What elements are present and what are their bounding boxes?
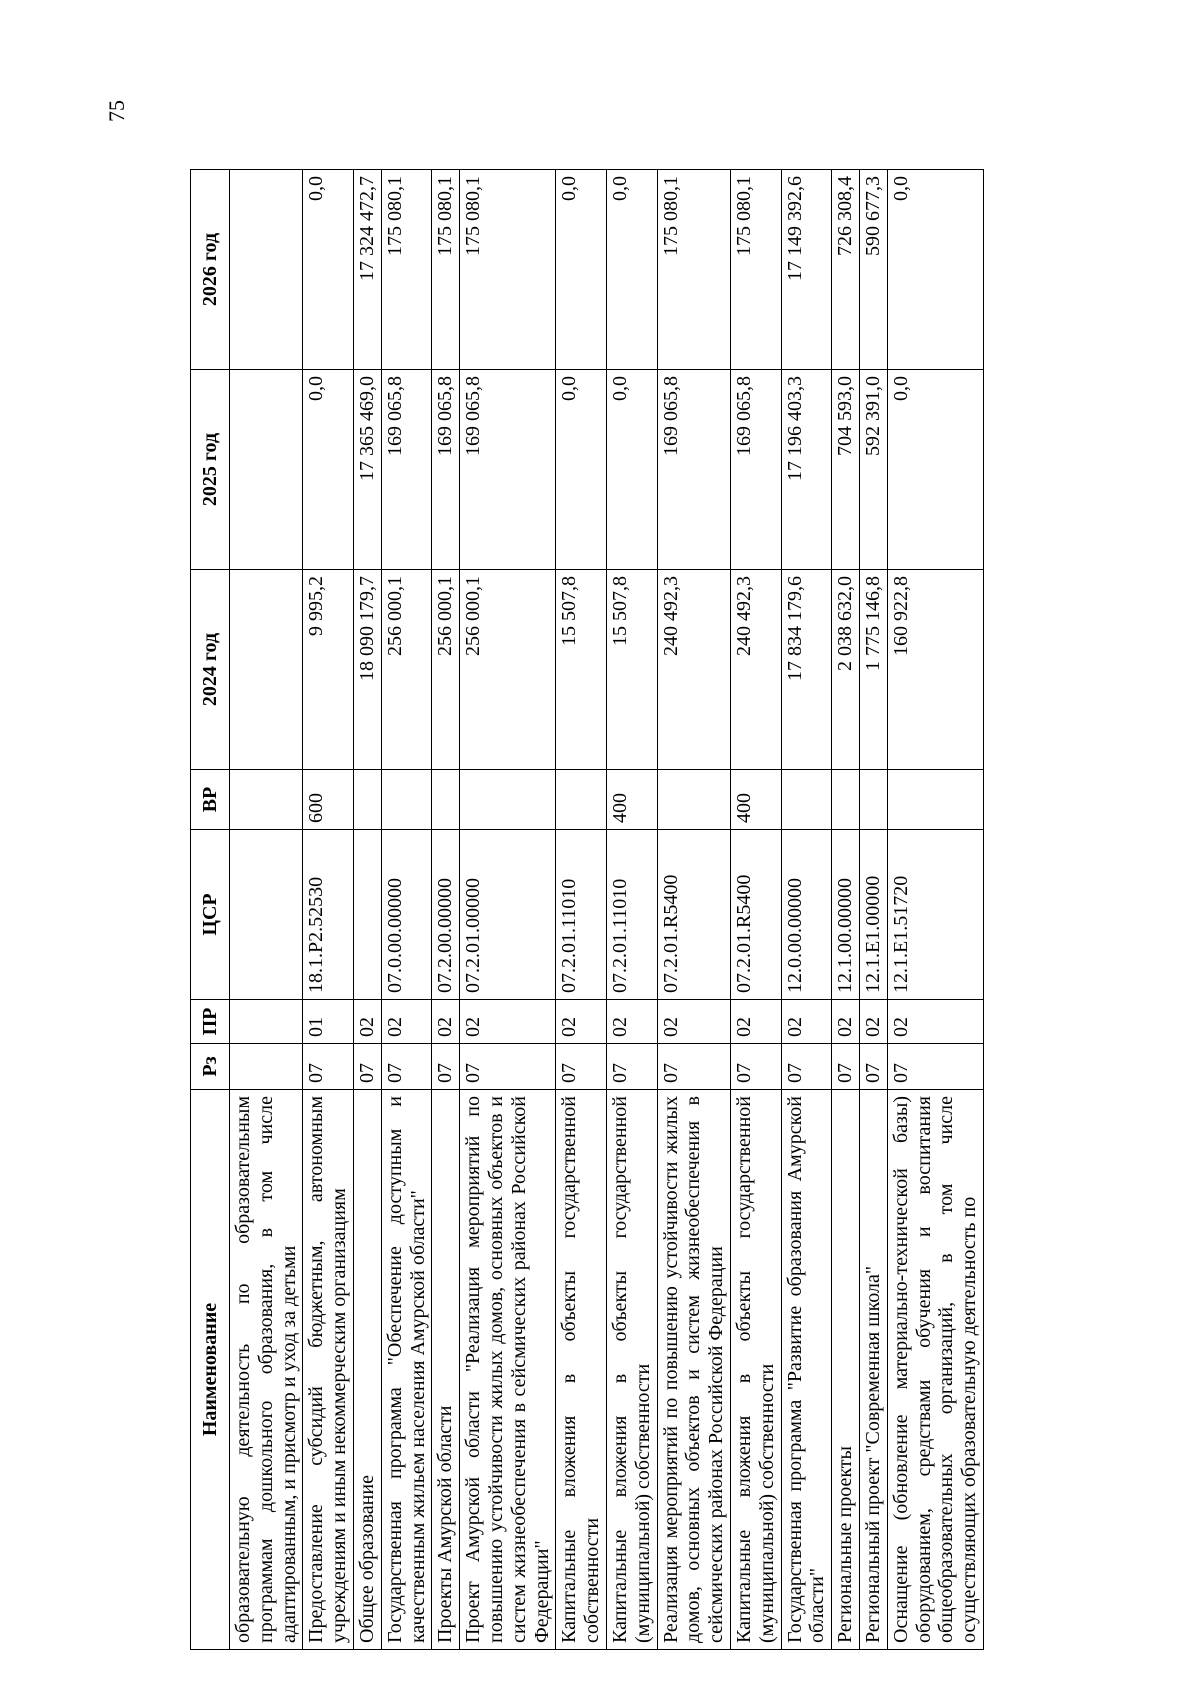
cell-vr: 400 xyxy=(606,770,657,830)
cell-2025: 169 065,8 xyxy=(657,370,730,570)
cell-rz: 07 xyxy=(859,1044,887,1090)
cell-rz: 07 xyxy=(556,1044,607,1090)
cell-name: Государственная программа "Развитие образования Амурской области" xyxy=(781,1090,832,1650)
header-name: Наименование xyxy=(191,1090,230,1650)
cell-csr: 07.2.00.00000 xyxy=(432,830,460,1000)
cell-rz xyxy=(230,1044,303,1090)
cell-2026: 0,0 xyxy=(556,170,607,370)
cell-csr: 12.1.E1.00000 xyxy=(859,830,887,1000)
cell-2025 xyxy=(230,370,303,570)
cell-pr: 02 xyxy=(859,1000,887,1044)
cell-2026: 175 080,1 xyxy=(381,170,432,370)
cell-rz: 07 xyxy=(781,1044,832,1090)
cell-2026: 590 677,3 xyxy=(859,170,887,370)
cell-vr xyxy=(381,770,432,830)
cell-vr xyxy=(832,770,860,830)
cell-pr: 02 xyxy=(556,1000,607,1044)
cell-pr: 02 xyxy=(730,1000,781,1044)
cell-2025: 169 065,8 xyxy=(730,370,781,570)
cell-pr: 02 xyxy=(460,1000,556,1044)
cell-name: Оснащение (обновление материально-технической базы) оборудованием, средствами обучения и воспитания общеобразовательных организаций, в том числе осуществляющих образовательную деятельность по xyxy=(887,1090,983,1650)
cell-pr: 02 xyxy=(832,1000,860,1044)
header-2026: 2026 год xyxy=(191,170,230,370)
table-row xyxy=(606,170,657,1650)
header-pr: ПР xyxy=(191,1000,230,1044)
cell-2024 xyxy=(230,570,303,770)
header-vr: ВР xyxy=(191,770,230,830)
cell-pr: 02 xyxy=(381,1000,432,1044)
cell-2026: 0,0 xyxy=(606,170,657,370)
cell-csr: 07.2.01.R5400 xyxy=(657,830,730,1000)
cell-pr: 02 xyxy=(353,1000,381,1044)
cell-name: Капитальные вложения в объекты государственной собственности xyxy=(556,1090,607,1650)
cell-pr: 01 xyxy=(303,1000,354,1044)
cell-2025: 704 593,0 xyxy=(832,370,860,570)
cell-rz: 07 xyxy=(353,1044,381,1090)
cell-name: Проект Амурской области "Реализация мероприятий по повышению устойчивости жилых домов, основных объектов и систем жизнеобеспечения в сейсмических районах Российской Федерации" xyxy=(460,1090,556,1650)
cell-name: Региональные проекты xyxy=(832,1090,860,1650)
cell-2026: 175 080,1 xyxy=(730,170,781,370)
header-row xyxy=(191,170,230,1650)
cell-name: образовательную деятельность по образовательным программам дошкольного образования, в том числе адаптированным, и присмотр и уход за детьми xyxy=(230,1090,303,1650)
table-row xyxy=(303,170,354,1650)
cell-csr: 07.2.01.R5400 xyxy=(730,830,781,1000)
cell-pr: 02 xyxy=(781,1000,832,1044)
cell-2024: 2 038 632,0 xyxy=(832,570,860,770)
cell-2025: 0,0 xyxy=(556,370,607,570)
cell-vr xyxy=(556,770,607,830)
cell-rz: 07 xyxy=(606,1044,657,1090)
cell-vr: 400 xyxy=(730,770,781,830)
cell-csr xyxy=(353,830,381,1000)
cell-2026 xyxy=(230,170,303,370)
cell-pr: 02 xyxy=(657,1000,730,1044)
cell-pr xyxy=(230,1000,303,1044)
cell-name: Предоставление субсидий бюджетным, автономным учреждениям и иным некоммерческим организациям xyxy=(303,1090,354,1650)
cell-name: Государственная программа "Обеспечение доступным и качественным жильем населения Амурской области" xyxy=(381,1090,432,1650)
cell-2024: 1 775 146,8 xyxy=(859,570,887,770)
cell-2026: 0,0 xyxy=(303,170,354,370)
cell-2025: 169 065,8 xyxy=(381,370,432,570)
cell-csr: 18.1.P2.52530 xyxy=(303,830,354,1000)
header-2024: 2024 год xyxy=(191,570,230,770)
cell-2025: 169 065,8 xyxy=(432,370,460,570)
cell-csr: 12.1.E1.51720 xyxy=(887,830,983,1000)
cell-csr: 07.2.01.00000 xyxy=(460,830,556,1000)
cell-2024: 160 922,8 xyxy=(887,570,983,770)
cell-pr: 02 xyxy=(432,1000,460,1044)
cell-name: Капитальные вложения в объекты государственной (муниципальной) собственности xyxy=(730,1090,781,1650)
cell-name: Региональный проект "Современная школа" xyxy=(859,1090,887,1650)
cell-2025: 17 365 469,0 xyxy=(353,370,381,570)
table-row xyxy=(230,170,303,1650)
table-row xyxy=(432,170,460,1650)
cell-pr: 02 xyxy=(887,1000,983,1044)
cell-name: Общее образование xyxy=(353,1090,381,1650)
cell-name: Капитальные вложения в объекты государственной (муниципальной) собственности xyxy=(606,1090,657,1650)
cell-rz: 07 xyxy=(381,1044,432,1090)
cell-pr: 02 xyxy=(606,1000,657,1044)
header-2025: 2025 год xyxy=(191,370,230,570)
cell-2024: 15 507,8 xyxy=(556,570,607,770)
table-row xyxy=(353,170,381,1650)
cell-rz: 07 xyxy=(460,1044,556,1090)
table-row xyxy=(556,170,607,1650)
cell-2024: 15 507,8 xyxy=(606,570,657,770)
cell-vr xyxy=(230,770,303,830)
cell-2026: 0,0 xyxy=(887,170,983,370)
cell-2024: 256 000,1 xyxy=(460,570,556,770)
cell-csr: 07.2.01.11010 xyxy=(556,830,607,1000)
cell-2024: 256 000,1 xyxy=(432,570,460,770)
table-row xyxy=(657,170,730,1650)
table-row xyxy=(859,170,887,1650)
cell-csr: 12.1.00.00000 xyxy=(832,830,860,1000)
table-body xyxy=(230,170,984,1650)
cell-rz: 07 xyxy=(730,1044,781,1090)
table-row xyxy=(887,170,983,1650)
table-row xyxy=(730,170,781,1650)
cell-2026: 175 080,1 xyxy=(432,170,460,370)
table-row xyxy=(460,170,556,1650)
cell-vr xyxy=(781,770,832,830)
cell-vr xyxy=(432,770,460,830)
cell-2024: 17 834 179,6 xyxy=(781,570,832,770)
cell-rz: 07 xyxy=(432,1044,460,1090)
cell-csr: 07.2.01.11010 xyxy=(606,830,657,1000)
cell-2024: 240 492,3 xyxy=(657,570,730,770)
cell-csr xyxy=(230,830,303,1000)
cell-csr: 12.0.00.00000 xyxy=(781,830,832,1000)
budget-table xyxy=(190,169,984,1650)
cell-2025: 592 391,0 xyxy=(859,370,887,570)
cell-rz: 07 xyxy=(303,1044,354,1090)
cell-2025: 0,0 xyxy=(303,370,354,570)
cell-2025: 0,0 xyxy=(606,370,657,570)
cell-2026: 17 149 392,6 xyxy=(781,170,832,370)
table-row xyxy=(781,170,832,1650)
cell-2025: 17 196 403,3 xyxy=(781,370,832,570)
cell-2025: 0,0 xyxy=(887,370,983,570)
cell-2024: 240 492,3 xyxy=(730,570,781,770)
cell-rz: 07 xyxy=(832,1044,860,1090)
header-csr: ЦСР xyxy=(191,830,230,1000)
cell-2026: 175 080,1 xyxy=(460,170,556,370)
table-row xyxy=(832,170,860,1650)
cell-vr xyxy=(859,770,887,830)
cell-2024: 9 995,2 xyxy=(303,570,354,770)
cell-vr xyxy=(887,770,983,830)
cell-rz: 07 xyxy=(657,1044,730,1090)
table-row xyxy=(381,170,432,1650)
cell-rz: 07 xyxy=(887,1044,983,1090)
cell-2025: 169 065,8 xyxy=(460,370,556,570)
page-number: 75 xyxy=(104,100,129,122)
cell-2026: 726 308,4 xyxy=(832,170,860,370)
cell-2024: 256 000,1 xyxy=(381,570,432,770)
budget-table-container xyxy=(190,170,981,1650)
cell-vr xyxy=(460,770,556,830)
cell-2026: 17 324 472,7 xyxy=(353,170,381,370)
cell-vr xyxy=(353,770,381,830)
cell-vr xyxy=(657,770,730,830)
table-header xyxy=(191,170,230,1650)
cell-name: Проекты Амурской области xyxy=(432,1090,460,1650)
cell-2024: 18 090 179,7 xyxy=(353,570,381,770)
cell-2026: 175 080,1 xyxy=(657,170,730,370)
cell-name: Реализация мероприятий по повышению устойчивости жилых домов, основных объектов и систем жизнеобеспечения в сейсмических районах Российской Федерации xyxy=(657,1090,730,1650)
header-rz: Рз xyxy=(191,1044,230,1090)
cell-csr: 07.0.00.00000 xyxy=(381,830,432,1000)
cell-vr: 600 xyxy=(303,770,354,830)
